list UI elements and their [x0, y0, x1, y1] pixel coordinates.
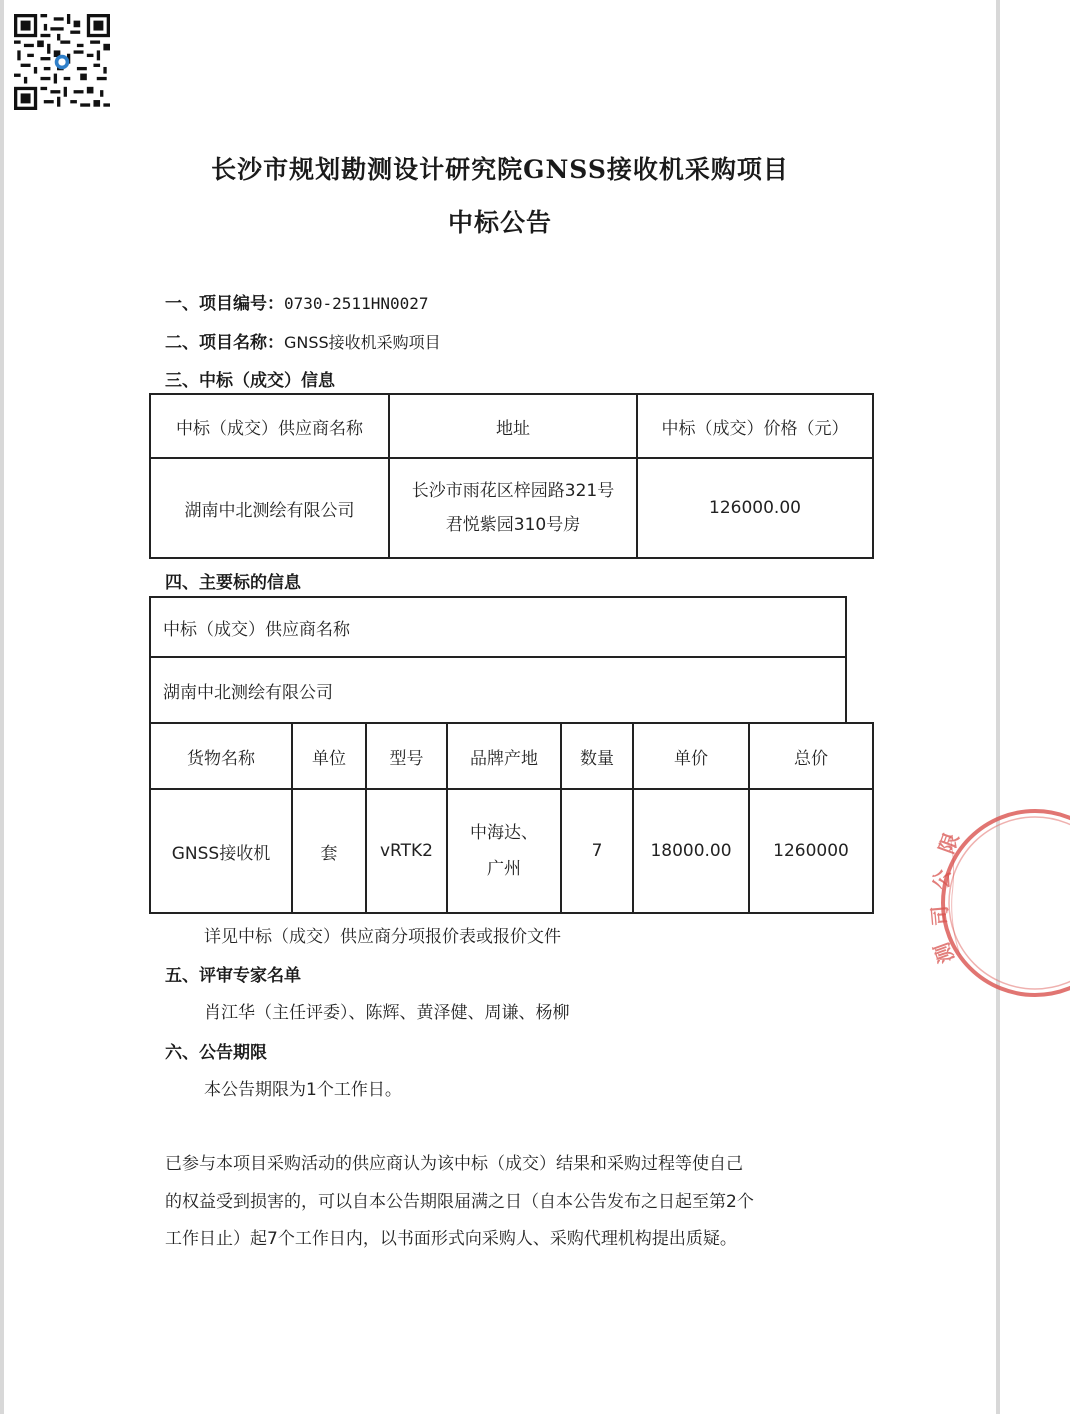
- section-label: 二、项目名称：: [165, 333, 284, 353]
- footer-paragraph-line: 的权益受到损害的，可以自本公告期限届满之日（自本公告发布之日起至第2个: [165, 1192, 754, 1212]
- item-model-cell: vRTK2: [366, 789, 447, 913]
- project-number-value: 0730-2511HN0027: [284, 294, 429, 313]
- company-seal-stamp: [927, 795, 1070, 1010]
- award-info-table: [149, 393, 874, 559]
- section-project-number: [165, 289, 429, 314]
- table-header-cell: 型号: [366, 723, 447, 789]
- table-row: [150, 458, 873, 558]
- qr-code-icon: [14, 14, 110, 110]
- svg-text:司: 司: [927, 904, 953, 927]
- brand-line: 中海达、: [470, 823, 538, 843]
- table-header-cell: 地址: [389, 394, 637, 458]
- experts-list: 肖江华（主任评委）、陈辉、黄泽健、周谦、杨柳: [204, 1003, 570, 1023]
- section-label: 一、项目编号：: [165, 294, 284, 314]
- footer-paragraph-line: 工作日止）起7个工作日内，以书面形式向采购人、采购代理机构提出质疑。: [165, 1229, 737, 1249]
- table-row: [150, 657, 846, 723]
- section-experts: 五、评审专家名单: [165, 966, 301, 986]
- table-header-cell: 数量: [561, 723, 633, 789]
- page-subtitle: 中标公告: [447, 208, 552, 237]
- supplier-name-cell: 湖南中北测绘有限公司: [150, 657, 846, 723]
- table-header-cell: 单价: [633, 723, 749, 789]
- supplier-table: [149, 596, 847, 724]
- price-cell: 126000.00: [637, 458, 873, 558]
- address-cell: [389, 458, 637, 558]
- item-unit-cell: 套: [292, 789, 366, 913]
- table-header-cell: 货物名称: [150, 723, 292, 789]
- table-header-cell: 总价: [749, 723, 873, 789]
- section-award-info: 三、中标（成交）信息: [165, 371, 335, 391]
- notice-period-text: 本公告期限为1个工作日。: [204, 1080, 402, 1100]
- svg-text:公: 公: [929, 868, 955, 891]
- item-total-price-cell: 1260000: [749, 789, 873, 913]
- svg-text:测: 测: [929, 939, 959, 967]
- table-header-cell: 中标（成交）价格（元）: [637, 394, 873, 458]
- table-row: [150, 597, 846, 657]
- supplier-name-cell: 湖南中北测绘有限公司: [150, 458, 389, 558]
- section-main-items: 四、主要标的信息: [165, 573, 301, 593]
- item-quantity-cell: 7: [561, 789, 633, 913]
- address-line: 君悦紫园310号房: [445, 515, 581, 535]
- footer-paragraph-line: 已参与本项目采购活动的供应商认为该中标（成交）结果和采购过程等使自己: [165, 1154, 743, 1174]
- table-row: [150, 789, 873, 913]
- table-header-cell: 单位: [292, 723, 366, 789]
- project-name-value: GNSS接收机采购项目: [284, 333, 441, 352]
- supplier-header-cell: 中标（成交）供应商名称: [150, 597, 846, 657]
- table-header-row: [150, 723, 873, 789]
- table-header-cell: 品牌产地: [447, 723, 561, 789]
- item-unit-price-cell: 18000.00: [633, 789, 749, 913]
- item-name-cell: GNSS接收机: [150, 789, 292, 913]
- section-project-name: [165, 328, 441, 353]
- brand-line: 广州: [487, 859, 521, 879]
- table-header-cell: 中标（成交）供应商名称: [150, 394, 389, 458]
- table-header-row: [150, 394, 873, 458]
- items-note: 详见中标（成交）供应商分项报价表或报价文件: [204, 927, 561, 947]
- page-title: 长沙市规划勘测设计研究院GNSS接收机采购项目: [211, 155, 789, 184]
- item-brand-cell: [447, 789, 561, 913]
- svg-text:限: 限: [934, 829, 964, 857]
- address-line: 长沙市雨花区梓园路321号: [411, 481, 615, 501]
- section-notice-period: 六、公告期限: [165, 1043, 267, 1063]
- items-table: [149, 722, 874, 914]
